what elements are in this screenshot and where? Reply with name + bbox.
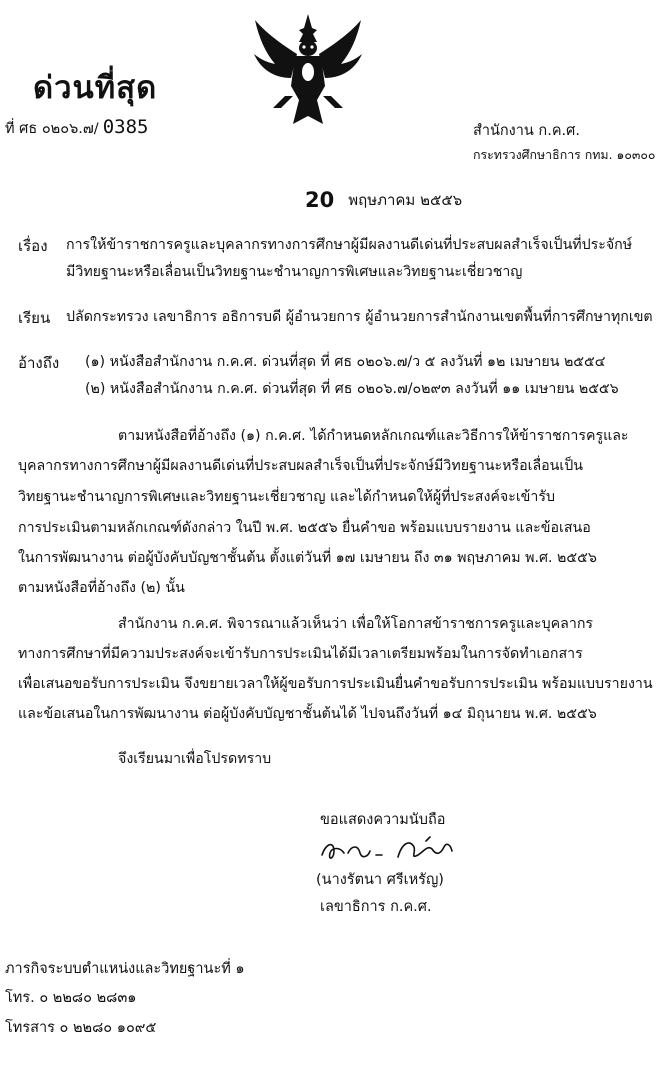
handwritten-signature [318, 833, 460, 867]
references-label: อ้างถึง [18, 354, 60, 372]
body-p1-line-1: ตามหนังสือที่อ้างถึง (๑) ก.ค.ศ. ได้กำหนดหลักเกณฑ์และวิธีการให้ข้าราชการครูและ [118, 428, 629, 444]
reference-item-2: (๒) หนังสือสำนักงาน ก.ค.ศ. ด่วนที่สุด ที่ ศธ ๐๒๐๖.๗/๐๒๙๓ ลงวันที่ ๑๑ เมษายน ๒๕๕๖ [85, 381, 619, 397]
body-p2-line-2: ทางการศึกษาที่มีความประสงค์จะเข้ารับการประเมินได้มีเวลาเตรียมพร้อมในการจัดทำเอกสาร [18, 646, 583, 662]
body-p2-line-3: เพื่อเสนอขอรับการประเมิน จึงขยายเวลาให้ผู้ขอรับการประเมินยื่นคำขอรับการประเมิน พร้อมแบบรายงาน [18, 676, 653, 692]
reference-item-1: (๑) หนังสือสำนักงาน ก.ค.ศ. ด่วนที่สุด ที่ ศธ ๐๒๐๖.๗/ว ๕ ลงวันที่ ๑๒ เมษายน ๒๕๕๔ [85, 354, 606, 370]
office-address: กระทรวงศึกษาธิการ กทม. ๑๐๓๐๐ [473, 147, 656, 162]
subject-line-1: การให้ข้าราชการครูและบุคลากรทางการศึกษาผู้มีผลงานดีเด่นที่ประสบผลสำเร็จเป็นที่ประจักษ์ [66, 237, 633, 253]
body-p2-line-1: สำนักงาน ก.ค.ศ. พิจารณาแล้วเห็นว่า เพื่อให้โอกาสข้าราชการครูและบุคลากร [118, 616, 594, 632]
body-p1-line-3: วิทยฐานะชำนาญการพิเศษและวิทยฐานะเชี่ยวชาญ และได้กำหนดให้ผู้ที่ประสงค์จะเข้ารับ [18, 489, 555, 505]
reference-prefix: ที่ ศธ ๐๒๐๖.๗/ [5, 121, 99, 137]
footer-fax: โทรสาร ๐ ๒๒๘๐ ๑๐๙๕ [5, 1020, 157, 1036]
body-p1-line-6: ตามหนังสือที่อ้างถึง (๒) นั้น [18, 580, 185, 596]
signatory-title: เลขาธิการ ก.ค.ศ. [320, 899, 432, 915]
footer-phone: โทร. ๐ ๒๒๘๐ ๒๘๓๑ [5, 990, 137, 1006]
urgent-label: ด่วนที่สุด [33, 70, 158, 106]
garuda-emblem-icon [251, 12, 365, 130]
signatory-name: (นางรัตนา ศรีเหรัญ) [316, 872, 444, 888]
reference-number [5, 116, 148, 140]
subject-label: เรื่อง [18, 237, 48, 255]
office-name: สำนักงาน ก.ค.ศ. [473, 123, 580, 139]
body-p1-line-2: บุคลากรทางการศึกษาผู้มีผลงานดีเด่นที่ประสบผลสำเร็จเป็นที่ประจักษ์มีวิทยฐานะหรือเลื่อนเป็น [18, 458, 583, 474]
body-p2-line-4: และข้อเสนอในการพัฒนางาน ต่อผู้บังคับบัญชาชั้นต้นได้ ไปจนถึงวันที่ ๑๔ มิถุนายน พ.ศ. ๒๕๕๖ [18, 706, 597, 722]
recipient-text: ปลัดกระทรวง เลขาธิการ อธิการบดี ผู้อำนวยการ ผู้อำนวยการสำนักงานเขตพื้นที่การศึกษาทุกเขต [66, 309, 653, 325]
reference-code: 0385 [102, 116, 149, 138]
letter-date [305, 188, 462, 212]
footer-department: ภารกิจระบบตำแหน่งและวิทยฐานะที่ ๑ [5, 961, 245, 977]
closing-request: จึงเรียนมาเพื่อโปรดทราบ [118, 751, 272, 767]
body-p1-line-5: ในการพัฒนางาน ต่อผู้บังคับบัญชาชั้นต้น ตั้งแต่วันที่ ๑๗ เมษายน ถึง ๓๑ พฤษภาคม พ.ศ. ๒๕๕๖ [18, 550, 597, 566]
body-p1-line-4: การประเมินตามหลักเกณฑ์ดังกล่าว ในปี พ.ศ. ๒๕๕๖ ยื่นคำขอ พร้อมแบบรายงาน และข้อเสนอ [18, 520, 591, 536]
recipient-label: เรียน [18, 309, 51, 327]
subject-line-2: มีวิทยฐานะหรือเลื่อนเป็นวิทยฐานะชำนาญการพิเศษและวิทยฐานะเชี่ยวชาญ [66, 264, 523, 280]
date-month-year: พฤษภาคม ๒๕๕๖ [348, 191, 463, 209]
date-day: 20 [305, 188, 335, 212]
closing-phrase: ขอแสดงความนับถือ [320, 812, 446, 828]
